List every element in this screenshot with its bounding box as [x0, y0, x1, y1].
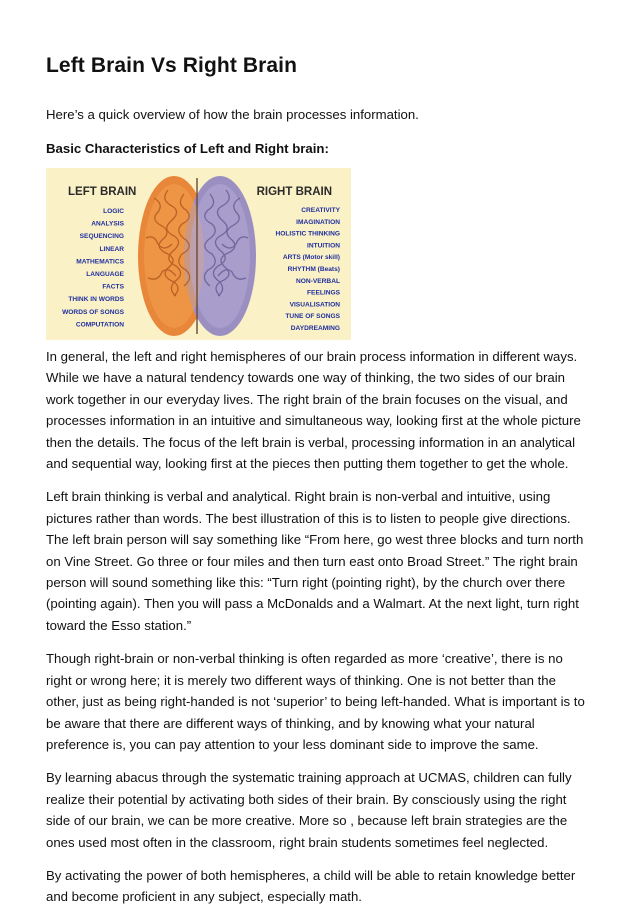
right-brain-title: RIGHT BRAIN — [256, 186, 332, 198]
left-brain-item: LOGIC — [103, 208, 124, 215]
paragraph-1: In general, the left and right hemispheres of our brain process information in different ways. While we have a natural tendency towards one way of thinking, the two sides of our brain work together in our everyday lives. The right brain of the brain focuses on the visual, and processes information in an intuitive and simultaneous way, looking first at the whole picture then the details. The focus of the left brain is verbal, processing information in an analytical and sequential way, looking first at the pieces then putting them together to get the whole. — [46, 349, 581, 472]
left-brain-item: LINEAR — [99, 245, 124, 253]
left-brain-item: LANGUAGE — [86, 271, 124, 278]
right-brain-item: RHYTHM (Beats) — [287, 266, 340, 273]
paragraph-2: Left brain thinking is verbal and analytical. Right brain is non-verbal and intuitive, using pictures rather than words. The best illustration of this is to listen to people give directions. The left brain person will say something like “From here, go west three blocks and turn north on Vine Street. Go three or four miles and then turn east onto Broad Street.” The right brain person will sound something like this: “Turn right (pointing right), by the church over there (pointing again). Then you will pass a McDonalds and a Walmart. At the next light, turn right toward the Esso station.” — [46, 489, 584, 633]
right-brain-item: ARTS (Motor skill) — [282, 254, 340, 262]
left-brain-item: COMPUTATION — [75, 321, 124, 329]
section-subheading: Basic Characteristics of Left and Right brain: — [46, 141, 329, 156]
left-brain-item: ANALYSIS — [91, 220, 124, 228]
left-brain-title: LEFT BRAIN — [68, 186, 137, 198]
paragraph-5: By activating the power of both hemispheres, a child will be able to retain knowledge better and become proficient in any subject, especially math. — [46, 867, 576, 905]
right-brain-item: VISUALISATION — [289, 301, 340, 309]
right-brain-item: DAYDREAMING — [290, 325, 340, 332]
right-brain-item: CREATIVITY — [301, 207, 340, 214]
left-brain-item: SEQUENCING — [79, 233, 124, 241]
right-brain-item: IMAGINATION — [296, 218, 340, 226]
left-brain-item: FACTS — [102, 283, 124, 291]
brain-diagram — [46, 168, 351, 340]
right-brain-item: NON-VERBAL — [296, 277, 340, 285]
brain-illustration — [138, 176, 256, 336]
paragraph-4: By learning abacus through the systematic training approach at UCMAS, children can fully realize their potential by activating both sides of their brain. By consciously using the right side of our brain, we can be more creative. More so , because left brain strategies are the ones used most often in the classroom, right brain students sometimes feel neglected. — [46, 770, 572, 850]
page-title: Left Brain Vs Right Brain — [46, 54, 298, 77]
paragraph-3: Though right-brain or non-verbal thinking is often regarded as more ‘creative’, there is no right or wrong here; it is merely two different ways of thinking. One is not better than the other, just as being right-handed is not ‘superior’ to being left-handed. What is important is to be aware that there are different ways of thinking, and by knowing what your natural preference is, you can pay attention to your less dominant side to improve the same. — [46, 651, 585, 752]
right-brain-item: FEELINGS — [307, 289, 340, 297]
left-brain-item: MATHEMATICS — [76, 258, 124, 266]
left-brain-item: WORDS OF SONGS — [62, 308, 124, 316]
right-brain-item: TUNE OF SONGS — [285, 313, 340, 321]
right-brain-item: INTUITION — [307, 242, 340, 250]
intro-text: Here’s a quick overview of how the brain processes information. — [46, 107, 419, 122]
left-brain-item: THINK IN WORDS — [68, 296, 124, 304]
right-brain-item: HOLISTIC THINKING — [275, 230, 340, 238]
